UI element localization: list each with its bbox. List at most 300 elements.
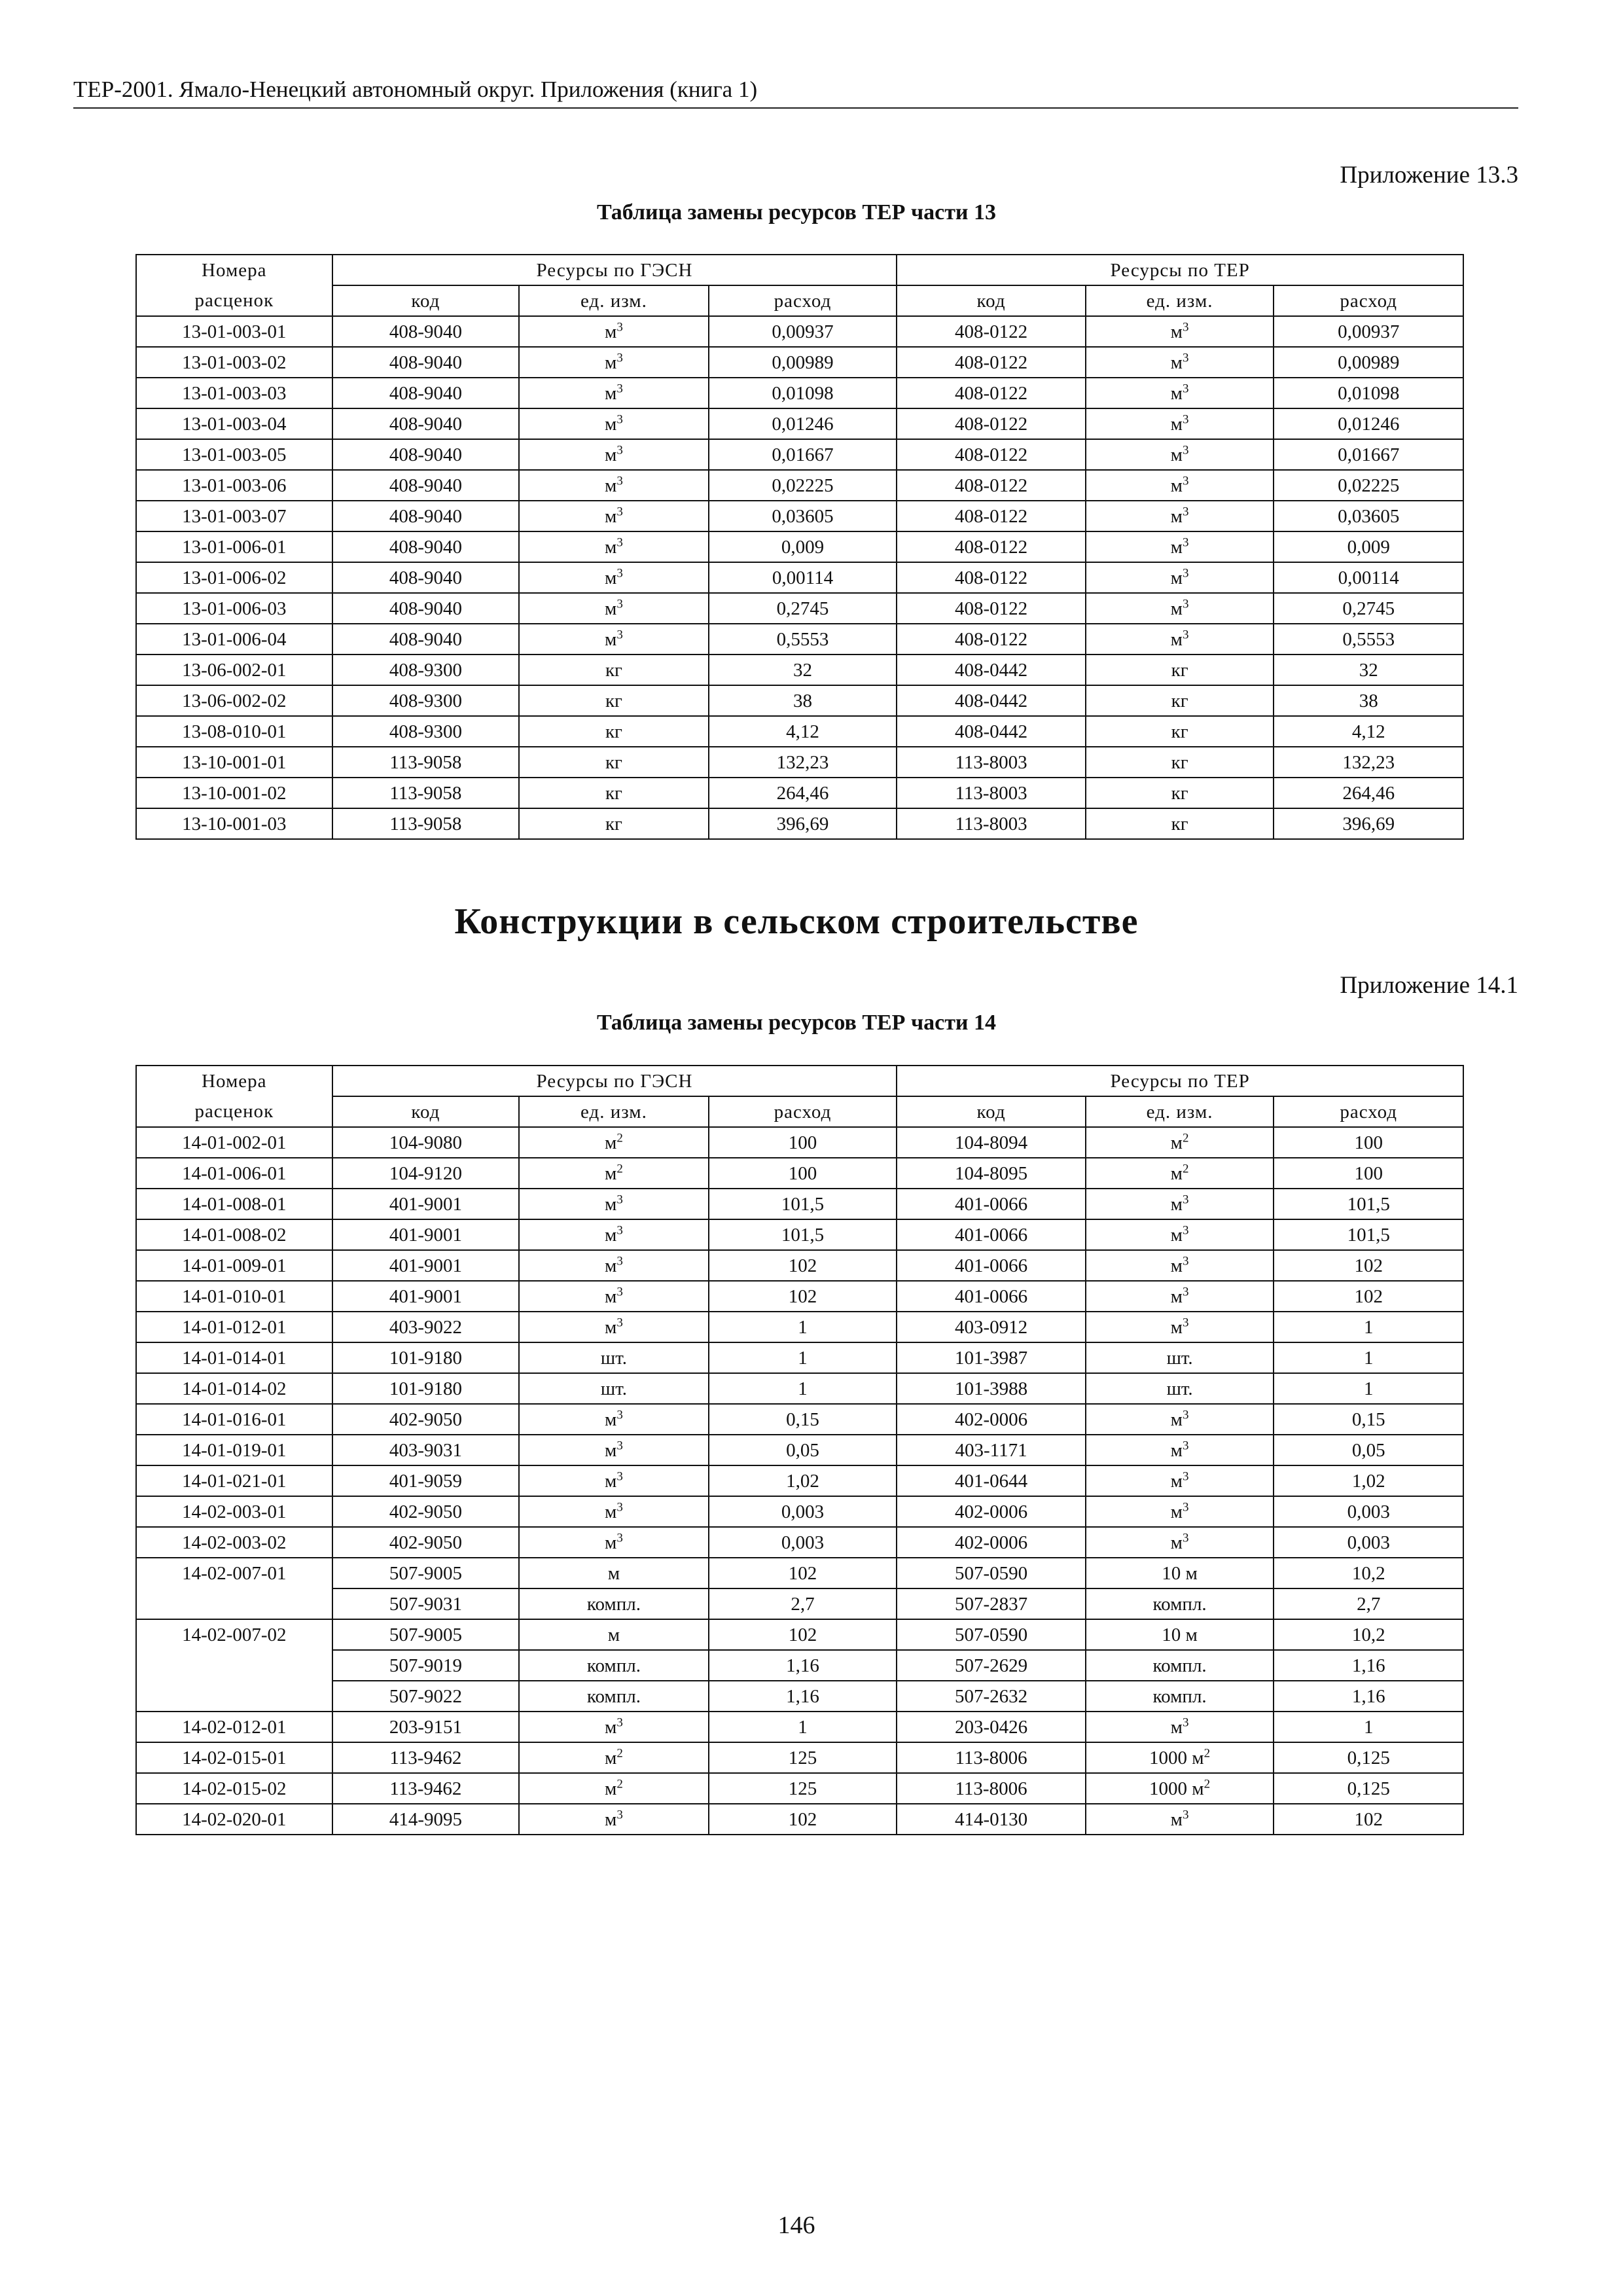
ter-unit-cell — [1086, 1588, 1274, 1619]
ter-code-cell — [897, 316, 1086, 347]
rate-number-cell — [136, 624, 332, 655]
ter-code-cell — [897, 778, 1086, 808]
col-number-header-2: расценок — [136, 285, 332, 316]
table-row — [136, 1219, 1463, 1250]
ter-rate-text: 100 — [1354, 1132, 1383, 1153]
ter-unit-text: 10 м — [1162, 1624, 1198, 1645]
ter-code-cell — [897, 1435, 1086, 1465]
gesn-code-text: 403-9022 — [389, 1316, 462, 1338]
ter-rate-cell — [1274, 1312, 1463, 1342]
table-row — [136, 470, 1463, 501]
ter-code-text: 402-0006 — [954, 1532, 1028, 1553]
gesn-unit-cell — [519, 1435, 709, 1465]
unit-exponent: 3 — [616, 627, 623, 641]
gesn-rate-text: 0,05 — [786, 1439, 819, 1461]
ter-rate-cell — [1274, 1558, 1463, 1588]
gesn-rate-cell — [709, 1219, 897, 1250]
gesn-unit-cell — [519, 1373, 709, 1404]
ter-code-text: 408-0122 — [954, 444, 1028, 465]
ter-rate-cell — [1274, 1527, 1463, 1558]
page-number: 146 — [777, 2212, 815, 2239]
table-row — [136, 1281, 1463, 1312]
gesn-code-text: 408-9300 — [389, 690, 462, 711]
rate-number-text: 14-01-021-01 — [182, 1470, 287, 1492]
gesn-unit-text: м — [605, 1285, 617, 1307]
table-row — [136, 439, 1463, 470]
unit-exponent: 3 — [1183, 565, 1189, 580]
ter-unit-text: компл. — [1152, 1685, 1207, 1707]
ter-code-text: 408-0442 — [954, 690, 1028, 711]
ter-unit-text: м — [1170, 567, 1183, 588]
gesn-unit-cell — [519, 1312, 709, 1342]
ter-unit-cell — [1086, 593, 1274, 624]
table-row — [136, 1158, 1463, 1189]
gesn-code-cell — [332, 378, 520, 408]
gesn-code-cell — [332, 1435, 520, 1465]
unit-exponent: 3 — [616, 1315, 623, 1329]
ter-code-cell — [897, 1281, 1086, 1312]
unit-exponent: 3 — [616, 1253, 623, 1268]
gesn-rate-text: 4,12 — [786, 721, 819, 742]
ter-code-text: 113-8003 — [955, 782, 1027, 804]
gesn-code-cell — [332, 1773, 520, 1804]
ter-rate-text: 1 — [1363, 1378, 1374, 1399]
ter-unit-text: кг — [1171, 690, 1188, 711]
rate-number-cell — [136, 378, 332, 408]
rate-number-cell — [136, 439, 332, 470]
rate-number-text: 13-01-006-04 — [182, 628, 287, 650]
ter-code-text: 101-3987 — [954, 1347, 1028, 1369]
gesn-code-cell — [332, 593, 520, 624]
gesn-code-cell — [332, 316, 520, 347]
ter-code-text: 113-8003 — [955, 751, 1027, 773]
rate-number-cell — [136, 1681, 332, 1712]
ter-rate-cell — [1274, 501, 1463, 531]
unit-exponent: 3 — [616, 535, 623, 549]
col-rate-header: расход — [1274, 1096, 1463, 1127]
ter-code-text: 101-3988 — [954, 1378, 1028, 1399]
ter-unit-text: кг — [1171, 751, 1188, 773]
gesn-rate-cell — [709, 1250, 897, 1281]
gesn-rate-cell — [709, 1465, 897, 1496]
gesn-rate-text: 0,00989 — [772, 351, 834, 373]
gesn-code-cell — [332, 1496, 520, 1527]
rate-number-text: 14-01-009-01 — [182, 1255, 287, 1276]
unit-exponent: 3 — [1183, 504, 1189, 518]
gesn-unit-text: кг — [605, 782, 622, 804]
gesn-rate-text: 0,01246 — [772, 413, 834, 435]
rate-number-cell — [136, 747, 332, 778]
ter-code-text: 408-0122 — [954, 598, 1028, 619]
rate-number-text: 14-02-020-01 — [182, 1808, 287, 1830]
ter-code-cell — [897, 1588, 1086, 1619]
ter-rate-text: 2,7 — [1357, 1593, 1381, 1615]
unit-exponent: 3 — [616, 1530, 623, 1545]
rate-number-cell — [136, 1527, 332, 1558]
ter-rate-cell — [1274, 316, 1463, 347]
gesn-unit-text: компл. — [586, 1655, 641, 1676]
rate-number-text: 13-10-001-01 — [182, 751, 287, 773]
rate-number-text: 13-01-006-03 — [182, 598, 287, 619]
ter-rate-text: 396,69 — [1342, 813, 1395, 834]
gesn-rate-text: 0,03605 — [772, 505, 834, 527]
gesn-code-cell — [332, 1158, 520, 1189]
appendix-label-14-1: Приложение 14.1 — [1340, 972, 1518, 999]
ter-code-text: 402-0006 — [954, 1408, 1028, 1430]
unit-exponent: 3 — [616, 1469, 623, 1483]
ter-code-text: 507-2632 — [954, 1685, 1028, 1707]
gesn-code-text: 507-9019 — [389, 1655, 462, 1676]
col-unit-header: ед. изм. — [1086, 1096, 1274, 1127]
unit-exponent: 3 — [616, 412, 623, 426]
gesn-unit-cell — [519, 1650, 709, 1681]
table-row — [136, 1189, 1463, 1219]
gesn-unit-cell — [519, 378, 709, 408]
ter-unit-text: м — [1170, 475, 1183, 496]
rate-number-cell — [136, 316, 332, 347]
rate-number-cell — [136, 1219, 332, 1250]
ter-unit-cell — [1086, 378, 1274, 408]
gesn-code-text: 101-9180 — [389, 1347, 462, 1369]
ter-code-text: 401-0066 — [954, 1224, 1028, 1246]
ter-unit-text: м — [1170, 536, 1183, 558]
gesn-rate-cell — [709, 470, 897, 501]
ter-unit-text: м — [1170, 382, 1183, 404]
gesn-rate-cell — [709, 1435, 897, 1465]
gesn-code-text: 408-9040 — [389, 505, 462, 527]
ter-rate-text: 1 — [1363, 1316, 1374, 1338]
rate-number-text: 14-01-008-02 — [182, 1224, 287, 1246]
unit-exponent: 2 — [1204, 1746, 1211, 1760]
table-row — [136, 655, 1463, 685]
gesn-code-cell — [332, 1588, 520, 1619]
unit-exponent: 3 — [616, 319, 623, 334]
table-row — [136, 1312, 1463, 1342]
gesn-code-cell — [332, 1742, 520, 1773]
gesn-code-text: 401-9059 — [389, 1470, 462, 1492]
rate-number-text: 14-01-014-02 — [182, 1378, 287, 1399]
unit-exponent: 3 — [1183, 350, 1189, 365]
rate-number-cell — [136, 1619, 332, 1650]
ter-unit-cell — [1086, 1465, 1274, 1496]
ter-code-text: 408-0122 — [954, 536, 1028, 558]
rate-number-text: 14-01-010-01 — [182, 1285, 287, 1307]
rate-number-cell — [136, 1773, 332, 1804]
ter-code-cell — [897, 1650, 1086, 1681]
gesn-rate-text: 101,5 — [781, 1193, 825, 1215]
gesn-code-cell — [332, 1250, 520, 1281]
gesn-code-cell — [332, 1681, 520, 1712]
ter-code-text: 408-0122 — [954, 628, 1028, 650]
gesn-unit-cell — [519, 778, 709, 808]
ter-unit-cell — [1086, 1435, 1274, 1465]
ter-unit-text: м — [1170, 444, 1183, 465]
gesn-code-cell — [332, 1281, 520, 1312]
ter-rate-text: 102 — [1354, 1285, 1383, 1307]
gesn-unit-text: шт. — [600, 1378, 627, 1399]
ter-unit-cell — [1086, 778, 1274, 808]
table-row — [136, 1465, 1463, 1496]
gesn-unit-text: м — [605, 1808, 617, 1830]
gesn-code-text: 104-9120 — [389, 1162, 462, 1184]
col-unit-header: ед. изм. — [519, 285, 709, 316]
gesn-rate-cell — [709, 1588, 897, 1619]
unit-exponent: 3 — [616, 381, 623, 395]
rate-number-cell — [136, 593, 332, 624]
rate-number-cell — [136, 655, 332, 685]
ter-rate-cell — [1274, 1219, 1463, 1250]
ter-code-cell — [897, 347, 1086, 378]
gesn-unit-cell — [519, 593, 709, 624]
ter-unit-text: м — [1170, 1808, 1183, 1830]
rate-number-cell — [136, 1127, 332, 1158]
ter-unit-text: 1000 м — [1149, 1747, 1204, 1768]
rate-number-cell — [136, 1588, 332, 1619]
unit-exponent: 3 — [616, 1807, 623, 1821]
ter-code-text: 507-0590 — [954, 1624, 1028, 1645]
gesn-code-cell — [332, 1373, 520, 1404]
ter-unit-text: м — [1170, 1408, 1183, 1430]
rate-number-text: 13-08-010-01 — [182, 721, 287, 742]
rate-number-cell — [136, 347, 332, 378]
gesn-unit-cell — [519, 1496, 709, 1527]
ter-unit-text: кг — [1171, 782, 1188, 804]
ter-code-text: 104-8094 — [954, 1132, 1028, 1153]
rate-number-cell — [136, 1465, 332, 1496]
table-row — [136, 501, 1463, 531]
gesn-unit-cell — [519, 1804, 709, 1835]
ter-code-text: 401-0066 — [954, 1255, 1028, 1276]
ter-unit-cell — [1086, 316, 1274, 347]
ter-rate-text: 102 — [1354, 1255, 1383, 1276]
table-row — [136, 1527, 1463, 1558]
ter-code-cell — [897, 1219, 1086, 1250]
table-14-title: Таблица замены ресурсов ТЕР части 14 — [596, 1011, 997, 1035]
gesn-rate-cell — [709, 1496, 897, 1527]
gesn-rate-cell — [709, 347, 897, 378]
rate-number-cell — [136, 1312, 332, 1342]
ter-unit-cell — [1086, 1527, 1274, 1558]
ter-rate-text: 0,00989 — [1338, 351, 1400, 373]
ter-rate-text: 1,16 — [1351, 1655, 1385, 1676]
gesn-rate-text: 0,01098 — [772, 382, 834, 404]
gesn-unit-cell — [519, 347, 709, 378]
rate-number-text: 14-01-019-01 — [182, 1439, 287, 1461]
gesn-unit-cell — [519, 408, 709, 439]
gesn-rate-text: 264,46 — [776, 782, 829, 804]
ter-unit-text: 10 м — [1162, 1562, 1198, 1584]
table-row — [136, 1496, 1463, 1527]
table-row — [136, 778, 1463, 808]
resource-table-14 — [135, 1065, 1464, 1835]
rate-number-cell — [136, 562, 332, 593]
rate-number-text: 13-01-003-05 — [182, 444, 287, 465]
ter-code-text: 408-0122 — [954, 413, 1028, 435]
gesn-code-text: 408-9040 — [389, 475, 462, 496]
gesn-rate-cell — [709, 1127, 897, 1158]
col-code-header: код — [897, 1096, 1086, 1127]
rate-number-cell — [136, 1281, 332, 1312]
ter-code-text: 113-8003 — [955, 813, 1027, 834]
gesn-rate-cell — [709, 1342, 897, 1373]
ter-code-cell — [897, 1712, 1086, 1742]
gesn-rate-text: 32 — [793, 659, 812, 681]
ter-unit-cell — [1086, 501, 1274, 531]
ter-code-cell — [897, 1189, 1086, 1219]
gesn-code-text: 113-9058 — [389, 813, 462, 834]
col-ter-header: Ресурсы по ТЕР — [897, 255, 1463, 285]
ter-rate-cell — [1274, 1281, 1463, 1312]
rate-number-text: 14-01-008-01 — [182, 1193, 287, 1215]
ter-rate-cell — [1274, 1342, 1463, 1373]
gesn-rate-text: 0,5553 — [776, 628, 829, 650]
ter-unit-cell — [1086, 1312, 1274, 1342]
ter-unit-text: м — [1170, 1316, 1183, 1338]
gesn-code-text: 408-9040 — [389, 413, 462, 435]
section-title: Конструкции в сельском строительстве — [454, 901, 1139, 942]
ter-code-text: 113-8006 — [955, 1747, 1027, 1768]
unit-exponent: 3 — [1183, 442, 1189, 457]
table-row — [136, 685, 1463, 716]
gesn-code-cell — [332, 1804, 520, 1835]
ter-rate-text: 0,5553 — [1342, 628, 1395, 650]
ter-unit-text: м — [1170, 505, 1183, 527]
ter-unit-text: м — [1170, 321, 1183, 342]
gesn-unit-cell — [519, 1127, 709, 1158]
table-row — [136, 1373, 1463, 1404]
ter-rate-text: 0,05 — [1351, 1439, 1385, 1461]
gesn-code-text: 408-9040 — [389, 628, 462, 650]
ter-unit-cell — [1086, 1742, 1274, 1773]
rate-number-text: 14-01-006-01 — [182, 1162, 287, 1184]
unit-exponent: 3 — [1183, 1407, 1189, 1422]
rate-number-text: 13-01-003-01 — [182, 321, 287, 342]
ter-rate-cell — [1274, 1158, 1463, 1189]
ter-code-text: 104-8095 — [954, 1162, 1028, 1184]
ter-unit-text: м — [1170, 1501, 1183, 1522]
gesn-unit-cell — [519, 562, 709, 593]
gesn-unit-text: м — [605, 382, 617, 404]
ter-rate-cell — [1274, 347, 1463, 378]
unit-exponent: 3 — [616, 1438, 623, 1452]
gesn-code-text: 408-9040 — [389, 536, 462, 558]
rate-number-cell — [136, 470, 332, 501]
gesn-rate-cell — [709, 1281, 897, 1312]
ter-rate-text: 101,5 — [1347, 1193, 1390, 1215]
gesn-code-cell — [332, 531, 520, 562]
gesn-unit-text: м — [605, 1470, 617, 1492]
gesn-unit-cell — [519, 470, 709, 501]
ter-code-text: 408-0122 — [954, 321, 1028, 342]
gesn-rate-text: 0,02225 — [772, 475, 834, 496]
ter-unit-text: компл. — [1152, 1655, 1207, 1676]
ter-unit-text: кг — [1171, 721, 1188, 742]
gesn-unit-text: м — [605, 1255, 617, 1276]
ter-unit-cell — [1086, 1619, 1274, 1650]
gesn-unit-text: м — [605, 321, 617, 342]
gesn-code-text: 507-9031 — [389, 1593, 462, 1615]
ter-code-cell — [897, 1773, 1086, 1804]
ter-rate-text: 1 — [1363, 1347, 1374, 1369]
ter-code-text: 408-0442 — [954, 659, 1028, 681]
ter-code-cell — [897, 747, 1086, 778]
gesn-code-text: 507-9005 — [389, 1562, 462, 1584]
col-number-header-2: расценок — [136, 1096, 332, 1127]
gesn-unit-cell — [519, 1281, 709, 1312]
ter-rate-cell — [1274, 1496, 1463, 1527]
gesn-code-cell — [332, 501, 520, 531]
gesn-unit-cell — [519, 747, 709, 778]
unit-exponent: 3 — [1183, 319, 1189, 334]
unit-exponent: 3 — [616, 504, 623, 518]
table-row — [136, 378, 1463, 408]
ter-rate-cell — [1274, 562, 1463, 593]
gesn-code-cell — [332, 1312, 520, 1342]
gesn-code-cell — [332, 808, 520, 839]
gesn-rate-cell — [709, 1773, 897, 1804]
table-row — [136, 1804, 1463, 1835]
col-code-header: код — [332, 1096, 520, 1127]
rate-number-cell — [136, 531, 332, 562]
ter-rate-text: 0,009 — [1347, 536, 1390, 558]
gesn-code-cell — [332, 1712, 520, 1742]
rate-number-cell — [136, 1158, 332, 1189]
rate-number-cell — [136, 1558, 332, 1588]
ter-rate-text: 38 — [1359, 690, 1378, 711]
gesn-code-text: 113-9058 — [389, 782, 462, 804]
gesn-unit-cell — [519, 1189, 709, 1219]
ter-code-cell — [897, 470, 1086, 501]
gesn-unit-text: кг — [605, 813, 622, 834]
gesn-code-cell — [332, 347, 520, 378]
col-gesn-header: Ресурсы по ГЭСН — [332, 255, 897, 285]
gesn-unit-cell — [519, 1404, 709, 1435]
unit-exponent: 2 — [616, 1161, 623, 1175]
gesn-unit-text: шт. — [600, 1347, 627, 1369]
ter-unit-text: м — [1170, 628, 1183, 650]
col-unit-header: ед. изм. — [519, 1096, 709, 1127]
gesn-unit-cell — [519, 1527, 709, 1558]
col-gesn-header: Ресурсы по ГЭСН — [332, 1066, 897, 1096]
ter-code-cell — [897, 1373, 1086, 1404]
ter-rate-cell — [1274, 655, 1463, 685]
gesn-rate-cell — [709, 1558, 897, 1588]
table-row — [136, 1712, 1463, 1742]
gesn-rate-text: 1,16 — [786, 1655, 819, 1676]
gesn-unit-text: м — [605, 1193, 617, 1215]
ter-code-cell — [897, 1465, 1086, 1496]
ter-unit-cell — [1086, 470, 1274, 501]
gesn-rate-text: 125 — [788, 1747, 817, 1768]
ter-code-cell — [897, 1742, 1086, 1773]
gesn-code-cell — [332, 1189, 520, 1219]
table-row — [136, 1127, 1463, 1158]
gesn-code-text: 408-9300 — [389, 659, 462, 681]
col-code-header: код — [332, 285, 520, 316]
ter-rate-text: 0,03605 — [1338, 505, 1400, 527]
gesn-rate-text: 0,00114 — [772, 567, 834, 588]
gesn-code-text: 408-9040 — [389, 567, 462, 588]
ter-rate-text: 10,2 — [1351, 1624, 1385, 1645]
gesn-rate-text: 1 — [798, 1347, 808, 1369]
table-row — [136, 593, 1463, 624]
ter-rate-text: 0,00937 — [1338, 321, 1400, 342]
rate-number-text: 13-06-002-01 — [182, 659, 287, 681]
rate-number-text: 13-01-006-02 — [182, 567, 287, 588]
table-row — [136, 316, 1463, 347]
gesn-rate-text: 0,01667 — [772, 444, 834, 465]
ter-code-text: 401-0644 — [954, 1470, 1028, 1492]
